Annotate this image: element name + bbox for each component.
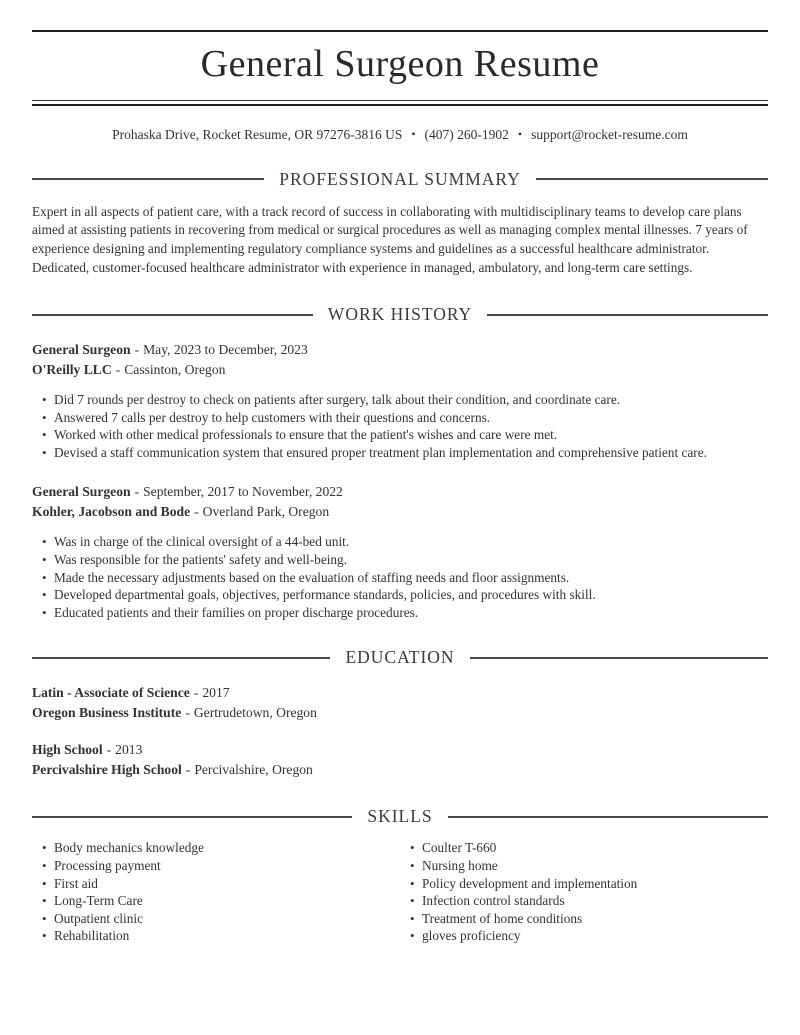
job-bullet-list <box>32 391 768 461</box>
separator-dash: - <box>185 762 191 778</box>
job-bullet: • Educated patients and their families on proper discharge procedures. <box>54 604 768 622</box>
skill-item: • Coulter T-660 <box>422 839 768 857</box>
job-title-line <box>32 340 768 360</box>
job-bullet-list <box>32 533 768 621</box>
separator-dash: - <box>134 484 140 500</box>
section-heading-education <box>32 647 768 668</box>
separator-dash: - <box>115 362 121 377</box>
skill-item: • Nursing home <box>422 857 768 875</box>
education-year: 2013 <box>115 742 143 758</box>
section-heading-label: EDUCATION <box>345 647 455 668</box>
job-employer-line <box>32 360 768 380</box>
education-school-line <box>32 760 768 780</box>
skills-column-right <box>400 839 768 945</box>
skill-item: • gloves proficiency <box>422 927 768 945</box>
page-title: General Surgeon Resume <box>200 43 600 85</box>
skill-item: • Processing payment <box>54 857 400 875</box>
job-entry <box>32 340 768 461</box>
job-title-line <box>32 482 768 502</box>
separator-dash: - <box>134 342 140 357</box>
skills-column-left <box>32 839 400 945</box>
job-employer-line <box>32 502 768 522</box>
education-year: 2017 <box>202 685 230 701</box>
section-heading-professional-summary <box>32 169 768 190</box>
skill-item: • Policy development and implementation <box>422 875 768 893</box>
separator-dash: - <box>193 685 199 701</box>
contact-address: Prohaska Drive, Rocket Resume, OR 97276-3816 US <box>112 126 403 142</box>
skills-columns <box>32 839 768 945</box>
job-bullet: • Was in charge of the clinical oversight of a 44-bed unit. <box>54 533 768 551</box>
summary-text: Expert in all aspects of patient care, with a track record of success in collaborating with multidisciplinary teams to develop care plans aimed at assisting patients in recovering from medical or surgical procedures as well as managing complex mental illnesses. 7 years of experience designing and implementing regulatory compliance systems and guidelines as a successful healthcare administrator. Dedicated, customer-focused healthcare administrator with experience in managed, ambulatory, and long-term care settings. <box>32 203 748 276</box>
section-heading-work-history <box>32 304 768 325</box>
education-degree-line <box>32 740 768 760</box>
job-bullet: • Developed departmental goals, objectives, performance standards, policies, and procedures with skill. <box>54 586 768 604</box>
job-title: General Surgeon <box>32 484 131 500</box>
job-bullet: • Devised a staff communication system that ensured proper treatment plan implementation and comprehensive patient care. <box>54 444 768 462</box>
skill-item: • Outpatient clinic <box>54 910 400 928</box>
header-bottom-rule <box>32 100 768 106</box>
job-bullet: • Made the necessary adjustments based on the evaluation of staffing needs and floor assignments. <box>54 569 768 587</box>
job-dates: September, 2017 to November, 2022 <box>143 484 343 500</box>
job-title: General Surgeon <box>32 342 131 357</box>
section-heading-label: PROFESSIONAL SUMMARY <box>279 168 521 189</box>
section-heading-label: WORK HISTORY <box>327 304 473 324</box>
skill-item: • Long-Term Care <box>54 892 400 910</box>
education-school: Oregon Business Institute <box>32 705 182 721</box>
job-bullet: • Did 7 rounds per destroy to check on patients after surgery, talk about their condition, and coordinate care. <box>54 391 768 409</box>
separator-dash: - <box>106 742 112 758</box>
skill-item: • Body mechanics knowledge <box>54 839 400 857</box>
section-heading-label: SKILLS <box>367 806 433 827</box>
contact-phone: (407) 260-1902 <box>424 126 509 142</box>
job-entry <box>32 482 768 621</box>
job-employer: O'Reilly LLC <box>32 362 112 377</box>
skill-item: • Infection control standards <box>422 892 768 910</box>
education-degree: High School <box>32 742 103 758</box>
separator-dash: - <box>194 504 199 520</box>
education-school-line <box>32 703 768 723</box>
contact-email: support@rocket-resume.com <box>531 126 688 142</box>
contact-separator-dot: • <box>517 126 523 141</box>
job-employer: Kohler, Jacobson and Bode <box>32 504 191 520</box>
skill-item: • First aid <box>54 875 400 893</box>
education-entry <box>32 740 768 780</box>
contact-separator-dot: • <box>411 126 416 141</box>
education-degree-line <box>32 683 768 703</box>
job-location: Overland Park, Oregon <box>202 504 330 520</box>
job-bullet: • Answered 7 calls per destroy to help customers with their questions and concerns. <box>54 409 768 427</box>
job-location: Cassinton, Oregon <box>124 362 226 377</box>
job-bullet: • Was responsible for the patients' safety and well-being. <box>54 551 768 569</box>
job-dates: May, 2023 to December, 2023 <box>143 342 308 357</box>
education-degree: Latin - Associate of Science <box>32 685 190 701</box>
section-heading-skills <box>32 806 768 827</box>
header-top-rule <box>32 30 768 32</box>
separator-dash: - <box>185 705 190 721</box>
skill-item: • Treatment of home conditions <box>422 910 768 928</box>
job-bullet: • Worked with other medical professionals to ensure that the patient's wishes and care were met. <box>54 426 768 444</box>
education-location: Percivalshire, Oregon <box>194 762 313 778</box>
education-school: Percivalshire High School <box>32 762 182 778</box>
education-entry <box>32 683 768 723</box>
contact-line <box>32 127 768 143</box>
education-location: Gertrudetown, Oregon <box>193 705 317 721</box>
skill-item: • Rehabilitation <box>54 927 400 945</box>
